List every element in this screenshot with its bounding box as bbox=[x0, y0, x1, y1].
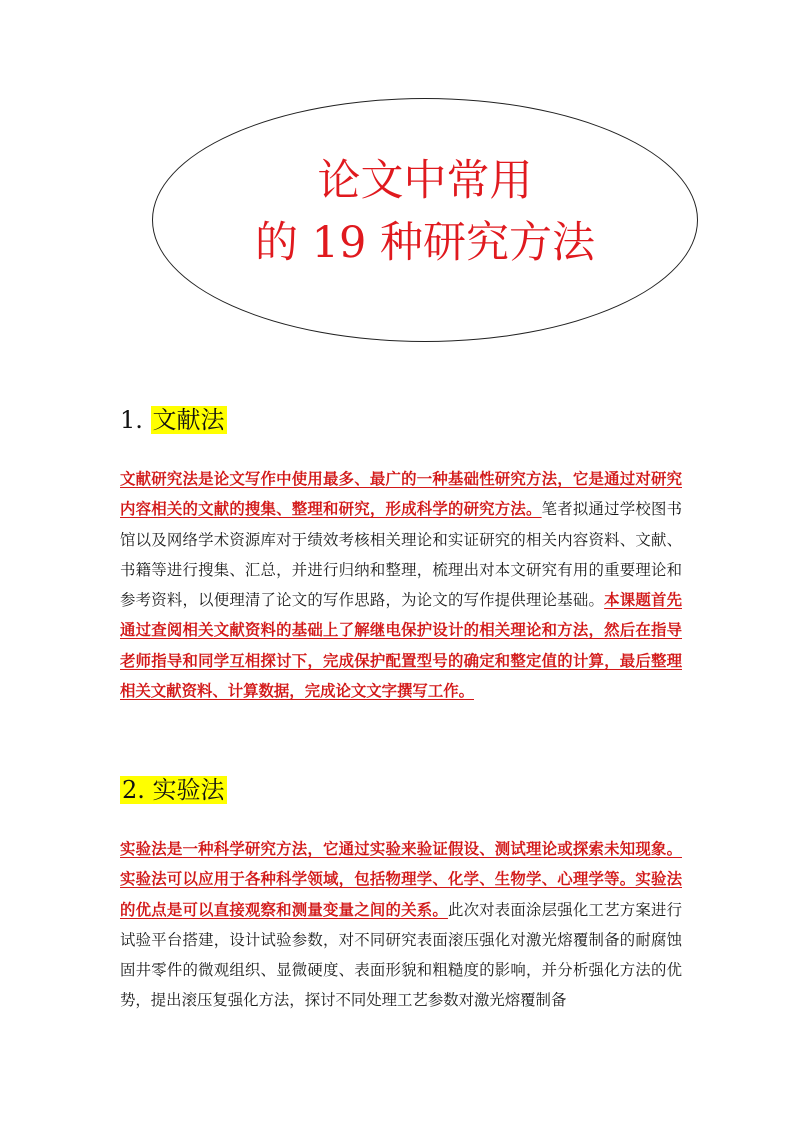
section-heading-2 bbox=[120, 772, 227, 808]
section-number-2: 2. bbox=[122, 776, 153, 804]
red-intro-2: 实验法是一种科学研究方法，它通过实验来验证假设、测试理论或探索未知现象。实验法可以应用于各种科学领域，包括物理学、化学、生物学、心理学等。实验法的优点是可以直接观察和测量变量之间的关系。 bbox=[120, 840, 682, 919]
section-heading-2-highlight bbox=[120, 776, 227, 804]
title-line-1: 论文中常用 bbox=[317, 156, 533, 206]
red-intro-1: 文献研究法是论文写作中使用最多、最广的一种基础性研究方法，它是通过对研究内容相关的文献的搜集、整理和研究，形成科学的研究方法。 bbox=[120, 470, 682, 519]
title-line-2: 的 19 种研究方法 bbox=[254, 218, 596, 268]
section-paragraph-1 bbox=[120, 464, 682, 706]
section-heading-1 bbox=[120, 402, 227, 438]
section-paragraph-2 bbox=[120, 834, 682, 1016]
normal-text-1: 笔者拟通过学校图书馆以及网络学术资源库对于绩效考核相关理论和实证研究的相关内容资料、文献、书籍等进行搜集、汇总，并进行归纳和整理，梳理出对本文研究有用的重要理论和参考资料，以便理清了论文的写作思路，为论文的写作提供理论基础。 bbox=[120, 500, 682, 610]
section-title-1: 文献法 bbox=[152, 406, 225, 434]
red-outro-1: 本课题首先通过查阅相关文献资料的基础上了解继电保护设计的相关理论和方法，然后在指导老师指导和同学互相探讨下，完成保护配置型号的确定和整定值的计算，最后整理相关文献资料、计算数据，完成论文文字撰写工作。 bbox=[120, 591, 682, 701]
section-title-2: 实验法 bbox=[152, 776, 225, 804]
document-title bbox=[152, 150, 698, 274]
normal-text-2: 此次对表面涂层强化工艺方案进行试验平台搭建，设计试验参数，对不同研究表面滚压强化对激光熔覆制备的耐腐蚀固井零件的微观组织、显微硬度、表面形貌和粗糙度的影响，并分析强化方法的优势，提出滚压复强化方法，探讨不同处理工艺参数对激光熔覆制备 bbox=[120, 900, 682, 1010]
section-number-1: 1. bbox=[120, 406, 151, 434]
